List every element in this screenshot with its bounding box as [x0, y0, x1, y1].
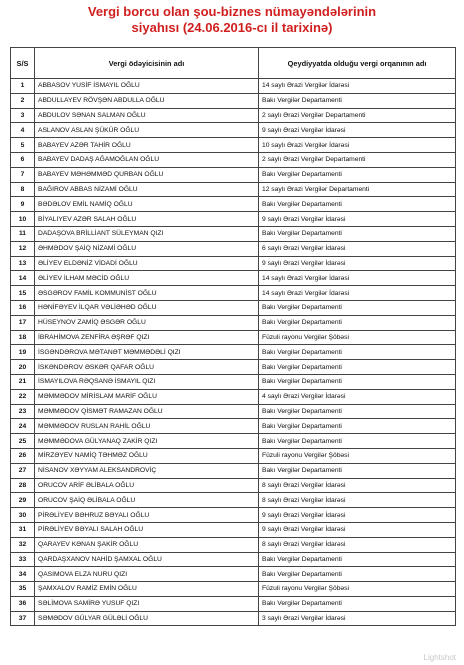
tax-office-name: 3 saylı Ərazi Vergilər İdarəsi	[259, 611, 456, 626]
table-row	[11, 226, 456, 241]
tax-office-name: Bakı Vergilər Departamenti	[259, 374, 456, 389]
table-row	[11, 152, 456, 167]
table-row	[11, 596, 456, 611]
row-serial: 19	[11, 345, 35, 360]
table-row	[11, 241, 456, 256]
taxpayer-name: ORUCOV ŞAİQ ƏLİBALA OĞLU	[35, 493, 259, 508]
table-row	[11, 552, 456, 567]
taxpayer-name: İBRAHİMOVA ZENFİRA ƏŞRƏF QIZI	[35, 330, 259, 345]
row-serial: 7	[11, 167, 35, 182]
table-row	[11, 300, 456, 315]
table-row	[11, 434, 456, 449]
table-row	[11, 419, 456, 434]
table-row	[11, 93, 456, 108]
row-serial: 31	[11, 522, 35, 537]
row-serial: 4	[11, 123, 35, 138]
row-serial: 28	[11, 478, 35, 493]
header-serial: S/S	[11, 48, 35, 79]
taxpayer-name: DADAŞOVA BRİLLİANT SÜLEYMAN QIZI	[35, 226, 259, 241]
table-body	[11, 79, 456, 626]
tax-office-name: Bakı Vergilər Departamenti	[259, 226, 456, 241]
table-row	[11, 197, 456, 212]
tax-office-name: 14 saylı Ərazi Vergilər İdarəsi	[259, 286, 456, 301]
row-serial: 1	[11, 79, 35, 94]
taxpayer-name: ƏHMƏDOV ŞAİQ NİZAMİ OĞLU	[35, 241, 259, 256]
table-row	[11, 389, 456, 404]
tax-office-name: 8 saylı Ərazi Vergilər İdarəsi	[259, 537, 456, 552]
taxpayer-name: ŞAMXALOV RAMİZ EMİN OĞLU	[35, 582, 259, 597]
tax-office-name: Bakı Vergilər Departamenti	[259, 434, 456, 449]
taxpayer-name: İSMAYILOVA RƏQSANƏ İSMAYIL QIZI	[35, 374, 259, 389]
row-serial: 16	[11, 300, 35, 315]
taxpayer-name: ƏSGƏROV FAMİL KOMMUNİST OĞLU	[35, 286, 259, 301]
taxpayer-name: SƏMƏDOV GÜLYAR GÜLƏLİ OĞLU	[35, 611, 259, 626]
row-serial: 12	[11, 241, 35, 256]
taxpayer-name: BƏDƏLOV EMİL NAMİQ OĞLU	[35, 197, 259, 212]
taxpayer-name: ƏLİYEV ELDƏNİZ VİDADİ OĞLU	[35, 256, 259, 271]
taxpayer-name: SƏLİMOVA SAMİRƏ YUSUF QIZI	[35, 596, 259, 611]
row-serial: 9	[11, 197, 35, 212]
taxpayer-name: ORUCOV ARİF ƏLİBALA OĞLU	[35, 478, 259, 493]
row-serial: 17	[11, 315, 35, 330]
row-serial: 23	[11, 404, 35, 419]
taxpayer-name: MİRZƏYEV NAMİQ TƏHMƏZ OĞLU	[35, 448, 259, 463]
watermark: Lightshot	[423, 653, 456, 662]
taxpayer-name: BİYALIYEV AZƏR SALAH OĞLU	[35, 212, 259, 227]
row-serial: 35	[11, 582, 35, 597]
header-taxpayer-name: Vergi ödəyicisinin adı	[35, 48, 259, 79]
row-serial: 25	[11, 434, 35, 449]
row-serial: 36	[11, 596, 35, 611]
table-row	[11, 493, 456, 508]
taxpayer-name: ABDULOV SƏNAN SALMAN OĞLU	[35, 108, 259, 123]
tax-office-name: 8 saylı Ərazi Vergilər İdarəsi	[259, 493, 456, 508]
row-serial: 3	[11, 108, 35, 123]
table-row	[11, 448, 456, 463]
table-row	[11, 79, 456, 94]
taxpayer-name: NİSANOV XƏYYAM ALEKSANDROVİÇ	[35, 463, 259, 478]
tax-office-name: 14 saylı Ərazi Vergilər İdarəsi	[259, 79, 456, 94]
tax-office-name: Bakı Vergilər Departamenti	[259, 404, 456, 419]
table-row	[11, 108, 456, 123]
row-serial: 21	[11, 374, 35, 389]
title-line-1: Vergi borcu olan şou-biznes nümayəndələrinin	[87, 4, 377, 19]
table-row	[11, 286, 456, 301]
tax-office-name: 2 saylı Ərazi Vergilər Departamenti	[259, 108, 456, 123]
tax-office-name: Bakı Vergilər Departamenti	[259, 463, 456, 478]
row-serial: 13	[11, 256, 35, 271]
taxpayer-name: BABAYEV DADAŞ AĞAMOĞLAN OĞLU	[35, 152, 259, 167]
table-row	[11, 123, 456, 138]
taxpayer-name: PİRƏLİYEV BƏHRUZ BƏYALI OĞLU	[35, 508, 259, 523]
tax-office-name: Füzuli rayonu Vergilər Şöbəsi	[259, 448, 456, 463]
row-serial: 15	[11, 286, 35, 301]
document-title	[0, 4, 464, 36]
taxpayer-name: BABAYEV AZƏR TAHİR OĞLU	[35, 138, 259, 153]
table-row	[11, 567, 456, 582]
table-row	[11, 611, 456, 626]
row-serial: 27	[11, 463, 35, 478]
table-row	[11, 360, 456, 375]
tax-office-name: Bakı Vergilər Departamenti	[259, 567, 456, 582]
table-row	[11, 537, 456, 552]
taxpayer-name: QARDAŞXANOV NAHİD ŞAMXAL OĞLU	[35, 552, 259, 567]
row-serial: 6	[11, 152, 35, 167]
tax-office-name: Bakı Vergilər Departamenti	[259, 197, 456, 212]
tax-office-name: 9 saylı Ərazi Vergilər İdarəsi	[259, 508, 456, 523]
row-serial: 5	[11, 138, 35, 153]
table-row	[11, 212, 456, 227]
tax-office-name: Füzuli rayonu Vergilər Şöbəsi	[259, 582, 456, 597]
row-serial: 8	[11, 182, 35, 197]
tax-office-name: 2 saylı Ərazi Vergilər Departamenti	[259, 152, 456, 167]
row-serial: 37	[11, 611, 35, 626]
tax-office-name: Bakı Vergilər Departamenti	[259, 93, 456, 108]
tax-debtors-table	[10, 47, 456, 626]
table-header-row	[11, 48, 456, 79]
table-row	[11, 315, 456, 330]
row-serial: 32	[11, 537, 35, 552]
tax-office-name: 8 saylı Ərazi Vergilər İdarəsi	[259, 478, 456, 493]
tax-office-name: 4 saylı Ərazi Vergilər İdarəsi	[259, 389, 456, 404]
row-serial: 11	[11, 226, 35, 241]
row-serial: 34	[11, 567, 35, 582]
table-row	[11, 256, 456, 271]
taxpayer-name: HÜSEYNOV ZAMİQ ƏSGƏR OĞLU	[35, 315, 259, 330]
table-row	[11, 374, 456, 389]
tax-office-name: Bakı Vergilər Departamenti	[259, 315, 456, 330]
taxpayer-name: ABBASOV YUSİF İSMAYIL OĞLU	[35, 79, 259, 94]
row-serial: 29	[11, 493, 35, 508]
tax-office-name: Bakı Vergilər Departamenti	[259, 167, 456, 182]
row-serial: 26	[11, 448, 35, 463]
tax-office-name: Bakı Vergilər Departamenti	[259, 419, 456, 434]
tax-office-name: 9 saylı Ərazi Vergilər İdarəsi	[259, 212, 456, 227]
tax-office-name: 9 saylı Ərazi Vergilər İdarəsi	[259, 123, 456, 138]
row-serial: 10	[11, 212, 35, 227]
tax-office-name: 9 saylı Ərazi Vergilər İdarəsi	[259, 522, 456, 537]
tax-office-name: 10 saylı Ərazi Vergilər İdarəsi	[259, 138, 456, 153]
taxpayer-name: MƏMMƏDOV RUSLAN RAHİL OĞLU	[35, 419, 259, 434]
taxpayer-name: İSGƏNDƏROVA MƏTANƏT MƏMMƏDƏLİ QIZI	[35, 345, 259, 360]
taxpayer-name: ABDULLAYEV RÖVŞƏN ABDULLA OĞLU	[35, 93, 259, 108]
row-serial: 33	[11, 552, 35, 567]
header-tax-office: Qeydiyyatda olduğu vergi orqanının adı	[259, 48, 456, 79]
row-serial: 2	[11, 93, 35, 108]
taxpayer-name: BABAYEV MƏHƏMMƏD QURBAN OĞLU	[35, 167, 259, 182]
table-row	[11, 138, 456, 153]
table-row	[11, 271, 456, 286]
row-serial: 20	[11, 360, 35, 375]
tax-office-name: Bakı Vergilər Departamenti	[259, 345, 456, 360]
table-row	[11, 478, 456, 493]
table-row	[11, 345, 456, 360]
taxpayer-name: ƏLİYEV İLHAM MƏCİD OĞLU	[35, 271, 259, 286]
tax-office-name: Bakı Vergilər Departamenti	[259, 552, 456, 567]
table-row	[11, 522, 456, 537]
table-row	[11, 404, 456, 419]
row-serial: 18	[11, 330, 35, 345]
tax-office-name: 14 saylı Ərazi Vergilər İdarəsi	[259, 271, 456, 286]
table-row	[11, 167, 456, 182]
taxpayer-name: ASLANOV ASLAN ŞÜKÜR OĞLU	[35, 123, 259, 138]
taxpayer-name: MƏMMƏDOV QİSMƏT RAMAZAN OĞLU	[35, 404, 259, 419]
row-serial: 30	[11, 508, 35, 523]
taxpayer-name: HƏNİFƏYEV İLQAR VƏLİƏHƏD OĞLU	[35, 300, 259, 315]
taxpayer-name: İSKƏNDƏROV ƏSKƏR QAFAR OĞLU	[35, 360, 259, 375]
taxpayer-name: MƏMMƏDOV MİRİSLAM MARİF OĞLU	[35, 389, 259, 404]
tax-office-name: Bakı Vergilər Departamenti	[259, 300, 456, 315]
table-row	[11, 463, 456, 478]
taxpayer-name: MƏMMƏDOVA GÜLYANAQ ZAKİR QIZI	[35, 434, 259, 449]
tax-office-name: 6 saylı Ərazi Vergilər İdarəsi	[259, 241, 456, 256]
row-serial: 24	[11, 419, 35, 434]
taxpayer-name: QASIMOVA ELZA NURU QIZI	[35, 567, 259, 582]
row-serial: 14	[11, 271, 35, 286]
taxpayer-name: QARAYEV KƏNAN ŞAKİR OĞLU	[35, 537, 259, 552]
row-serial: 22	[11, 389, 35, 404]
taxpayer-name: PİRƏLİYEV BƏYALI SALAH OĞLU	[35, 522, 259, 537]
tax-office-name: Füzuli rayonu Vergilər Şöbəsi	[259, 330, 456, 345]
table-row	[11, 330, 456, 345]
taxpayer-name: BAĞIROV ABBAS NİZAMİ OĞLU	[35, 182, 259, 197]
tax-office-name: 12 saylı Ərazi Vergilər Departamenti	[259, 182, 456, 197]
table-row	[11, 582, 456, 597]
table-row	[11, 508, 456, 523]
table-row	[11, 182, 456, 197]
tax-office-name: Bakı Vergilər Departamenti	[259, 360, 456, 375]
tax-office-name: Bakı Vergilər Departamenti	[259, 596, 456, 611]
tax-office-name: 9 saylı Ərazi Vergilər İdarəsi	[259, 256, 456, 271]
title-line-2: siyahısı (24.06.2016-cı il tarixinə)	[131, 20, 333, 35]
